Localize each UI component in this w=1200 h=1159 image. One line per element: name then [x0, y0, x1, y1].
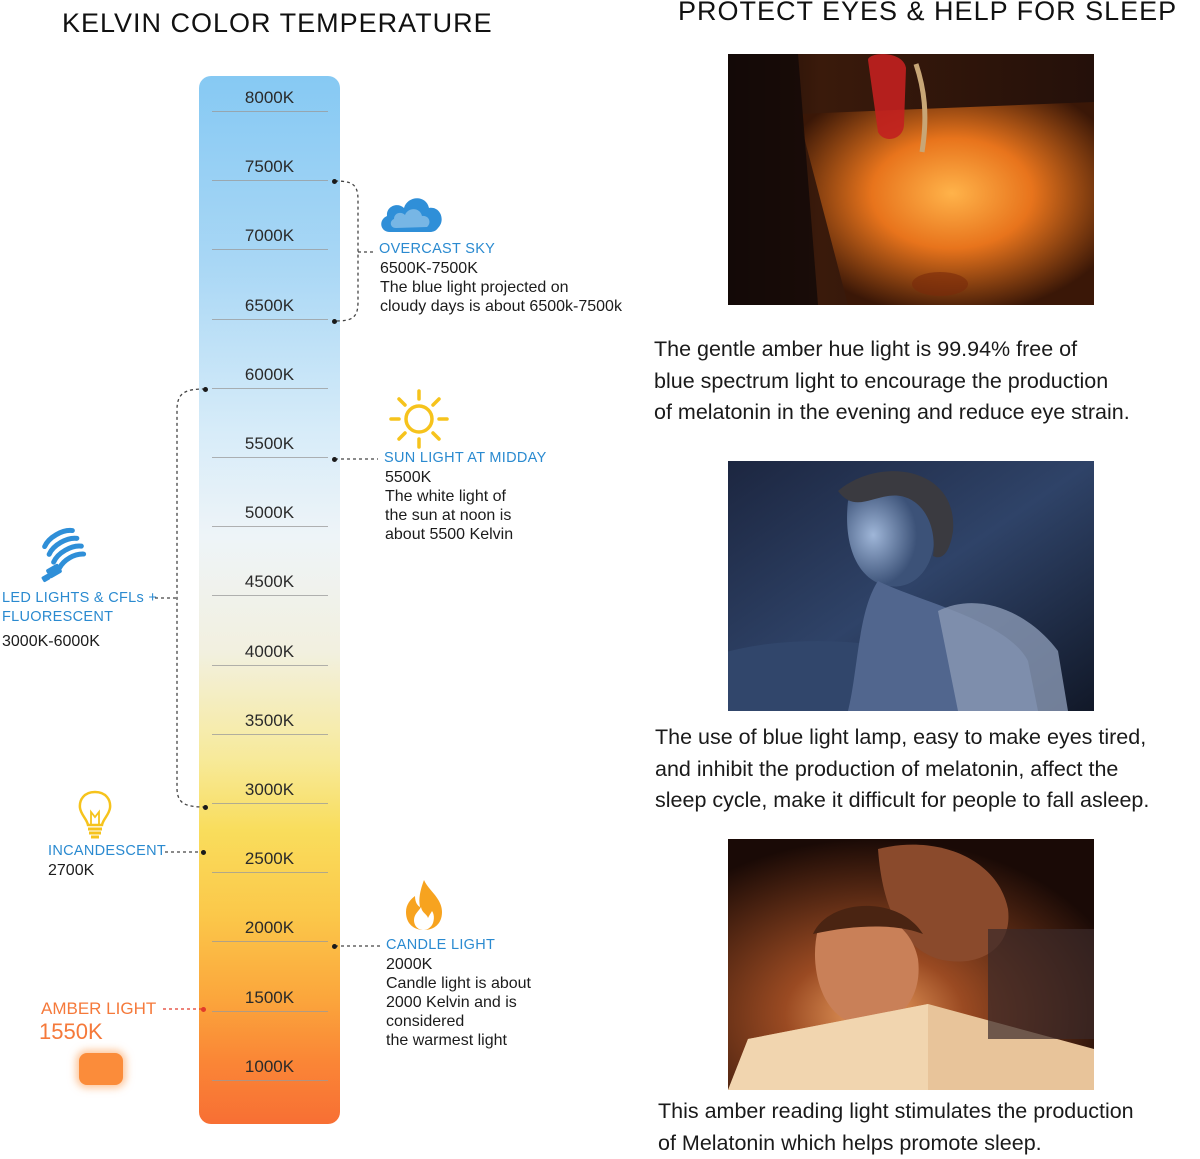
incandescent-category: INCANDESCENT	[48, 843, 166, 859]
scale-label: 1000K	[244, 1056, 295, 1076]
scale-label: 5000K	[244, 503, 295, 523]
light-bulb-icon	[78, 790, 112, 840]
scale-label: 7000K	[244, 226, 295, 246]
caption-amber-line-1: The gentle amber hue light is 99.94% free of	[654, 337, 1078, 361]
marker-dot-3000	[203, 805, 208, 810]
candle-desc-4: the warmest light	[386, 1032, 507, 1049]
marker-dot-6000	[203, 387, 208, 392]
led-category-1: LED LIGHTS & CFLs +	[2, 590, 158, 606]
marker-dot-2700	[201, 850, 206, 855]
marker-dot-2000	[332, 944, 337, 949]
scale-label: 3000K	[244, 780, 295, 799]
led-range: 3000K-6000K	[2, 633, 100, 650]
caption-amber-light	[654, 334, 1130, 429]
candle-category: CANDLE LIGHT	[386, 937, 496, 953]
candle-desc-3: considered	[386, 1013, 465, 1030]
amber-category: AMBER LIGHT	[41, 999, 157, 1018]
candle-desc-1: Candle light is about	[386, 975, 531, 992]
caption-blue-line-1: The use of blue light lamp, easy to make eyes tired,	[655, 725, 1147, 749]
caption-blue-line-2: and inhibit the production of melatonin, affect the	[655, 756, 1119, 781]
amber-lamp-photo	[728, 54, 1094, 305]
caption-blue-light	[655, 722, 1149, 817]
sun-icon	[388, 389, 450, 449]
reading-photo	[728, 839, 1094, 1090]
overcast-desc-2: cloudy days is about 6500k-7500k	[380, 298, 622, 315]
scale-label: 8000K	[244, 88, 295, 107]
scale-label: 3500K	[244, 710, 295, 730]
caption-amber-line-2: blue spectrum light to encourage the production	[654, 368, 1109, 393]
marker-dot-1550	[201, 1007, 206, 1012]
tired-woman-photo	[728, 461, 1094, 711]
caption-amber-line-3: of melatonin in the evening and reduce eye strain.	[654, 400, 1130, 424]
scale-label: 4500K	[244, 572, 295, 592]
led-category-2: FLUORESCENT	[2, 609, 114, 625]
candle-desc-2: 2000 Kelvin and is	[386, 994, 517, 1011]
marker-dot-6500	[332, 319, 337, 324]
scale-label: 6000K	[244, 364, 295, 384]
incandescent-range: 2700K	[48, 862, 95, 879]
scale-label: 7500K	[244, 157, 295, 177]
cloud-icon	[378, 192, 446, 238]
overcast-desc-1: The blue light projected on	[380, 279, 569, 296]
marker-dot-7500	[332, 179, 337, 184]
right-title: PROTECT EYES & HELP FOR SLEEP	[678, 0, 1178, 26]
sun-desc-1: The white light of	[385, 488, 506, 505]
sun-desc-2: the sun at noon is	[385, 507, 512, 524]
scale-label: 2500K	[244, 849, 295, 869]
caption-blue-line-3: sleep cycle, make it difficult for people to fall asleep.	[655, 788, 1150, 812]
amber-swatch	[79, 1053, 123, 1085]
scale-label: 2000K	[244, 918, 295, 938]
caption-reading	[658, 1096, 1134, 1159]
scale-label: 5500K	[244, 434, 295, 453]
left-title: KELVIN COLOR TEMPERATURE	[62, 8, 493, 38]
scale-label: 1500K	[244, 987, 295, 1007]
flame-icon	[401, 878, 447, 932]
overcast-category: OVERCAST SKY	[379, 241, 496, 257]
overcast-range: 6500K-7500K	[380, 260, 478, 277]
scale-label: 6500K	[244, 295, 295, 315]
sun-range: 5500K	[385, 469, 432, 486]
caption-reading-line-2: of Melatonin which helps promote sleep.	[658, 1130, 1042, 1155]
candle-range: 2000K	[386, 956, 433, 973]
marker-dot-5500	[332, 457, 337, 462]
spiral-bulb-icon	[38, 526, 98, 584]
caption-reading-line-1: This amber reading light stimulates the production	[658, 1099, 1134, 1123]
scale-label: 4000K	[244, 641, 295, 661]
sun-desc-3: about 5500 Kelvin	[385, 526, 514, 543]
sun-category: SUN LIGHT AT MIDDAY	[384, 450, 547, 466]
amber-range: 1550K	[39, 1019, 103, 1044]
